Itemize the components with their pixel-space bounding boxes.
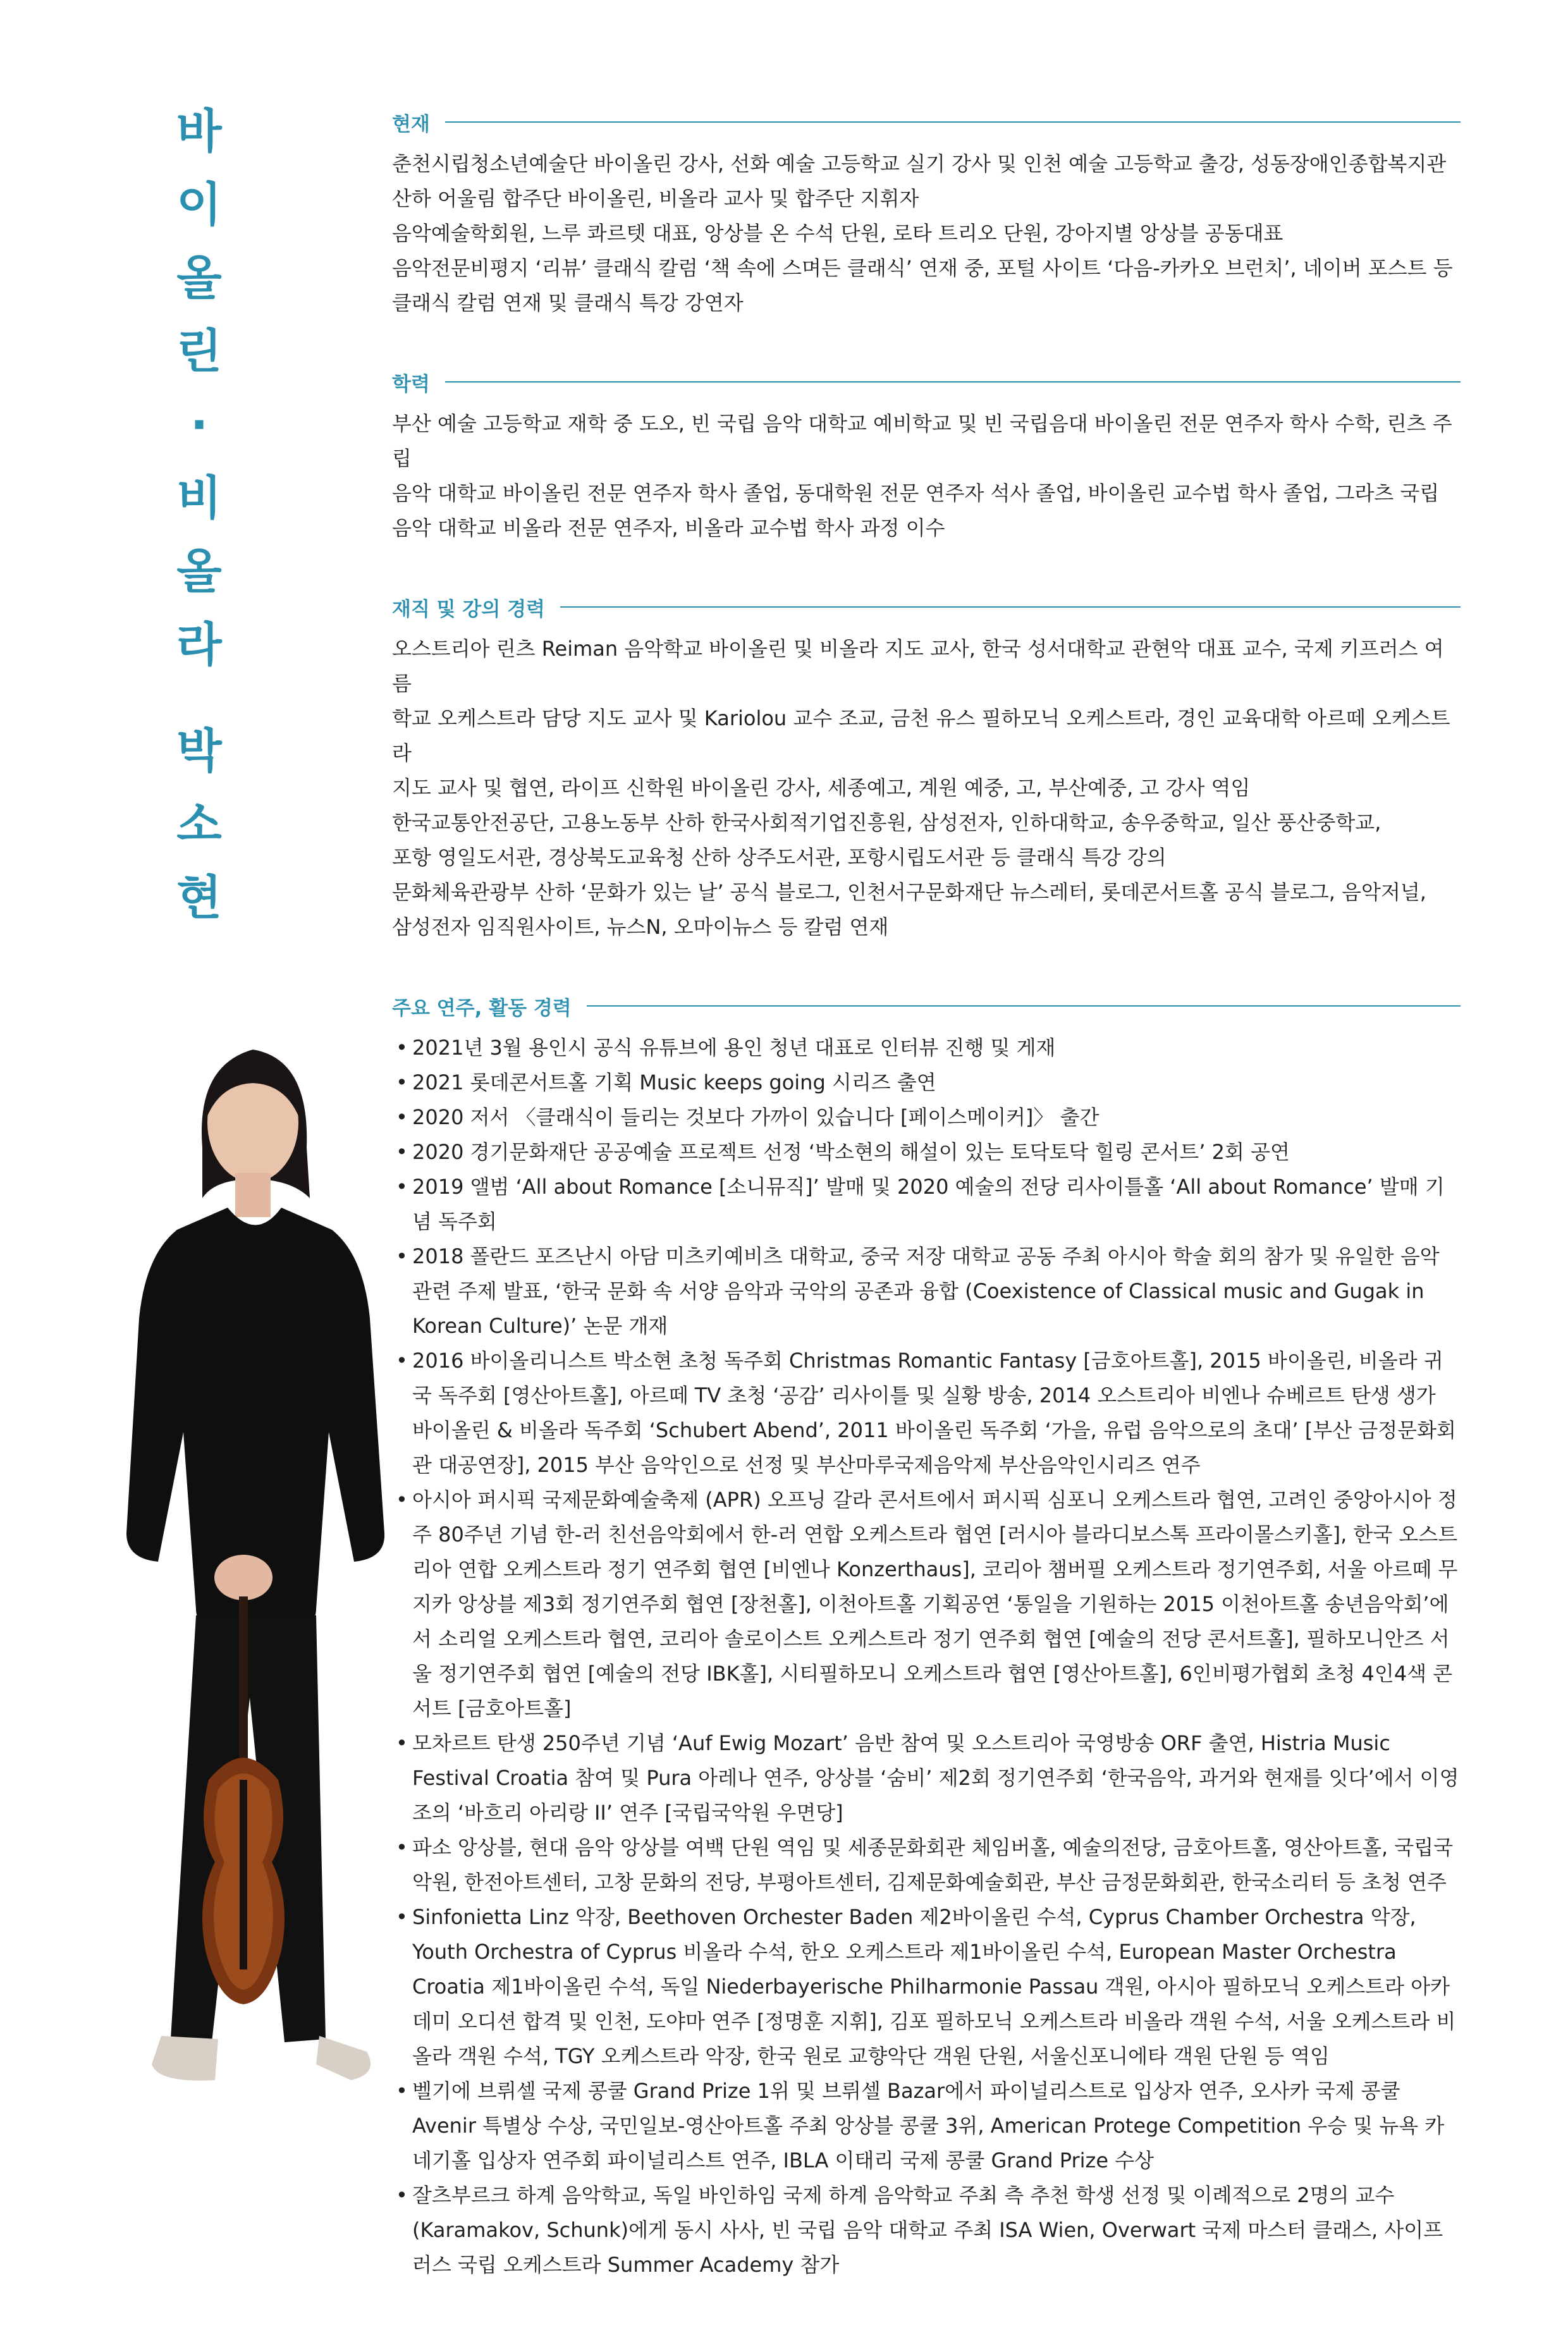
list-item: • Sinfonietta Linz 악장, Beethoven Orchester Baden 제2바이올린 수석, Cyprus Chamber Orchestra 악장, Youth Orchestra of Cyprus 비올라 수석, 한오 오케스트라 제1바이올린 수석, European Master Orchestra Croatia 제1바이올린 수석, 독일 Niederbayerische Philharmonie Passau 객원, 아시아 필하모닉 오케스트라 아카데미 오디션 합격 및 인천, 도야마 연주 [정명훈 지휘], 김포 필하모닉 오케스트라 비올라 객원 수석, 서울 오케스트라 비올라 객원 수석, TGY 오케스트라 악장, 한국 원로 교향악단 객원 단원, 서울신포니에타 객원 단원 등 역임	[392, 1900, 1461, 2074]
list-item: • 2018 폴란드 포즈난시 아담 미츠키예비츠 대학교, 중국 저장 대학교 공동 주최 아시아 학술 회의 참가 및 유일한 음악 관련 주제 발표, ‘한국 문화 속 서양 음악과 국악의 공존과 융합 (Coexistence of Classical music and Gugak in Korean Culture)’ 논문 개재	[392, 1239, 1461, 1344]
section-title: 현재	[392, 113, 430, 136]
text-line: 한국교통안전공단, 고용노동부 산하 한국사회적기업진흥원, 삼성전자, 인하대학교, 송우중학교, 일산 풍산중학교,	[392, 811, 1381, 835]
text-line: 포항 영일도서관, 경상북도교육청 산하 상주도서관, 포항시립도서관 등 클래식 특강 강의	[392, 845, 1167, 869]
list-item: • 잘츠부르크 하계 음악학교, 독일 바인하임 국제 하계 음악학교 주최 측 추천 학생 선정 및 이례적으로 2명의 교수 (Karamakov, Schunk)에게 동시 사사, 빈 국립 음악 대학교 주최 ISA Wien, Overwart 국제 마스터 클래스, 사이프러스 국립 오케스트라 Summer Academy 참가	[392, 2178, 1461, 2282]
text-line: 오스트리아 린츠 Reiman 음악학교 바이올린 및 비올라 지도 교사, 한국 성서대학교 관현악 대표 교수, 국제 키프러스 여름	[392, 637, 1444, 695]
text-line: 음악 대학교 비올라 전문 연주자, 비올라 교수법 학사 과정 이수	[392, 516, 945, 540]
text-line: 음악전문비평지 ‘리뷰’ 클래식 칼럼 ‘책 속에 스며든 클래식’ 연재 중, 포털 사이트 ‘다음-카카오 브런치’, 네이버 포스트 등	[392, 256, 1453, 280]
list-item: • 벨기에 브뤼셀 국제 콩쿨 Grand Prize 1위 및 브뤼셀 Bazar에서 파이널리스트로 입상자 연주, 오사카 국제 콩쿨 Avenir 특별상 수상, 국민일보-영산아트홀 주최 앙상블 콩쿨 3위, American Protege Competition 우승 및 뉴욕 카네기홀 입상자 연주회 파이널리스트 연주, IBLA 이태리 국제 콩쿨 Grand Prize 수상	[392, 2074, 1461, 2178]
list-item: • 파소 앙상블, 현대 음악 앙상블 여백 단원 역임 및 세종문화회관 체임버홀, 예술의전당, 금호아트홀, 영산아트홀, 국립국악원, 한전아트센터, 고창 문화의 전당, 부평아트센터, 김제문화예술회관, 부산 금정문화회관, 한국소리터 등 초청 연주	[392, 1830, 1461, 1900]
title-char: 비	[176, 471, 222, 525]
title-char: 이	[176, 178, 222, 232]
section-header	[392, 591, 1461, 623]
section-divider	[445, 121, 1461, 123]
section-header	[392, 366, 1461, 398]
violinist-photo	[101, 989, 405, 2102]
title-char: 바	[176, 104, 222, 159]
text-line: 부산 예술 고등학교 재학 중 도오, 빈 국립 음악 대학교 예비학교 및 빈 국립음대 바이올린 전문 연주자 학사 수학, 린츠 주립	[392, 412, 1452, 470]
section-header	[392, 990, 1461, 1022]
text-line: 클래식 칼럼 연재 및 클래식 특강 강연자	[392, 291, 744, 315]
section-performance	[392, 990, 1461, 2282]
section-title: 재직 및 강의 경력	[392, 597, 545, 621]
text-line: 지도 교사 및 협연, 라이프 신학원 바이올린 강사, 세종예고, 계원 예중, 고, 부산예중, 고 강사 역임	[392, 776, 1251, 800]
text-line: 삼성전자 임직원사이트, 뉴스N, 오마이뉴스 등 칼럼 연재	[392, 915, 889, 939]
text-line: 문화체육관광부 산하 ‘문화가 있는 날’ 공식 블로그, 인천서구문화재단 뉴스레터, 롯데콘서트홀 공식 블로그, 음악저널,	[392, 880, 1426, 904]
list-item: • 2020 경기문화재단 공공예술 프로젝트 선정 ‘박소현의 해설이 있는 토닥토닥 힐링 콘서트’ 2회 공연	[392, 1135, 1461, 1170]
list-item: • 2020 저서 〈클래식이 들리는 것보다 가까이 있습니다 [페이스메이커]〉 출간	[392, 1100, 1461, 1135]
title-char: 현	[176, 871, 222, 925]
section-education	[392, 366, 1461, 546]
section-divider	[560, 606, 1461, 608]
section-teaching	[392, 591, 1461, 945]
title-char: 린	[176, 324, 222, 379]
text-line: 산하 어울림 합주단 바이올린, 비올라 교사 및 합주단 지휘자	[392, 187, 919, 211]
vertical-name-title	[152, 95, 247, 934]
performance-list	[392, 1031, 1461, 2282]
title-char: 라	[176, 618, 222, 672]
list-item: • 2021년 3월 용인시 공식 유튜브에 용인 청년 대표로 인터뷰 진행 및 게재	[392, 1031, 1461, 1065]
title-char: 올	[176, 544, 222, 599]
text-line: 학교 오케스트라 담당 지도 교사 및 Kariolou 교수 조교, 금천 유스 필하모닉 오케스트라, 경인 교육대학 아르떼 오케스트라	[392, 706, 1450, 765]
title-char: 올	[176, 251, 222, 305]
section-header	[392, 106, 1461, 138]
list-item: • 2019 앨범 ‘All about Romance [소니뮤직]’ 발매 및 2020 예술의 전당 리사이틀홀 ‘All about Romance’ 발매 기념 독주회	[392, 1170, 1461, 1239]
section-title: 학력	[392, 372, 430, 396]
title-char: 소	[176, 797, 222, 852]
text-line: 춘천시립청소년예술단 바이올린 강사, 선화 예술 고등학교 실기 강사 및 인천 예술 고등학교 출강, 성동장애인종합복지관	[392, 152, 1447, 176]
list-item: • 2021 롯데콘서트홀 기획 Music keeps going 시리즈 출연	[392, 1065, 1461, 1100]
section-divider	[445, 381, 1461, 383]
title-char: ·	[190, 398, 209, 452]
section-title: 주요 연주, 활동 경력	[392, 996, 572, 1020]
text-line: 음악 대학교 바이올린 전문 연주자 학사 졸업, 동대학원 전문 연주자 석사 졸업, 바이올린 교수법 학사 졸업, 그라츠 국립	[392, 481, 1440, 505]
section-current	[392, 106, 1461, 321]
biography-content	[392, 106, 1461, 2328]
text-line: 음악예술학회원, 느루 콰르텟 대표, 앙상블 온 수석 단원, 로타 트리오 단원, 강아지별 앙상블 공동대표	[392, 221, 1283, 245]
list-item: • 2016 바이올리니스트 박소현 초청 독주회 Christmas Romantic Fantasy [금호아트홀], 2015 바이올린, 비올라 귀국 독주회 [영산아트홀], 아르떼 TV 초청 ‘공감’ 리사이틀 및 실황 방송, 2014 오스트리아 비엔나 슈베르트 탄생 생가 바이올린 & 비올라 독주회 ‘Schubert Abend’, 2011 바이올린 독주회 ‘가을, 유럽 음악으로의 초대’ [부산 금정문화회관 대공연장], 2015 부산 음악인으로 선정 및 부산마루국제음악제 부산음악인시리즈 연주	[392, 1344, 1461, 1483]
list-item: • 모차르트 탄생 250주년 기념 ‘Auf Ewig Mozart’ 음반 참여 및 오스트리아 국영방송 ORF 출연, Histria Music Festival Croatia 참여 및 Pura 아레나 연주, 앙상블 ‘숨비’ 제2회 정기연주회 ‘한국음악, 과거와 현재를 잇다’에서 이영조의 ‘바흐리 아리랑 II’ 연주 [국립국악원 우면당]	[392, 1726, 1461, 1830]
title-char: 박	[176, 724, 222, 778]
list-item: • 아시아 퍼시픽 국제문화예술축제 (APR) 오프닝 갈라 콘서트에서 퍼시픽 심포니 오케스트라 협연, 고려인 중앙아시아 정주 80주년 기념 한-러 친선음악회에서 한-러 연합 오케스트라 협연 [러시아 블라디보스톡 프라이몰스키홀], 한국 오스트리아 연합 오케스트라 정기 연주회 협연 [비엔나 Konzerthaus], 코리아 챔버필 오케스트라 정기연주회, 서울 아르떼 무지카 앙상블 제3회 정기연주회 협연 [장천홀], 이천아트홀 기획공연 ‘통일을 기원하는 2015 이천아트홀 송년음악회’에서 소리얼 오케스트라 협연, 코리아 솔로이스트 오케스트라 정기 연주회 협연 [예술의 전당 콘서트홀], 필하모니안즈 서울 정기연주회 협연 [예술의 전당 IBK홀], 시티필하모니 오케스트라 협연 [영산아트홀], 6인비평가협회 초청 4인4색 콘서트 [금호아트홀]	[392, 1483, 1461, 1726]
section-divider	[587, 1005, 1461, 1007]
